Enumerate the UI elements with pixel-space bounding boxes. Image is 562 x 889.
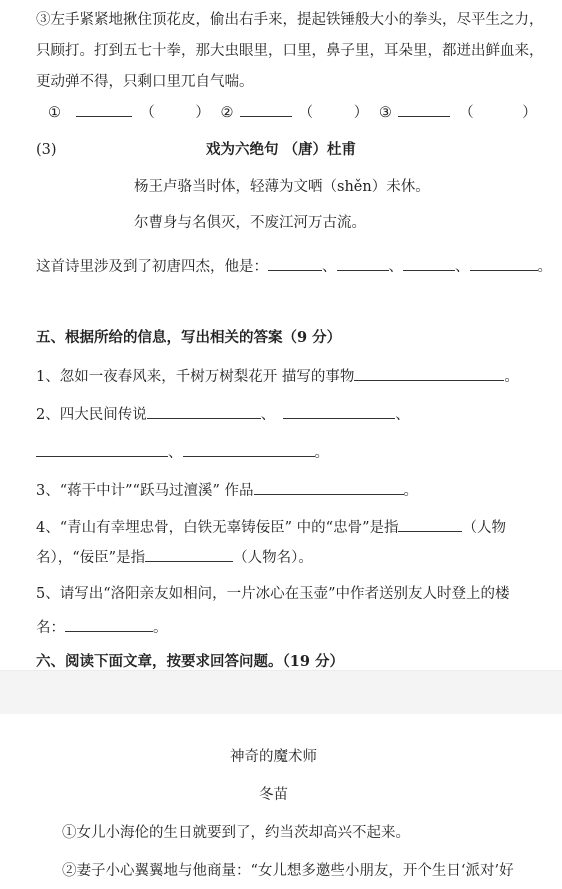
poem-question-end: 。	[537, 259, 552, 275]
question-2-blank-4[interactable]	[183, 442, 315, 457]
poem-title: 戏为六绝句 （唐）杜甫	[206, 141, 357, 158]
question-4-text-c: 名），“佞臣”是指	[36, 550, 146, 566]
question-4-blank-2[interactable]	[145, 547, 233, 562]
question-3-end: 。	[403, 483, 418, 499]
poet-blank-2[interactable]	[337, 256, 389, 271]
answer-blank-1[interactable]	[76, 102, 132, 117]
answer-paren-close-1: ）	[195, 105, 210, 121]
question-5: 5、请写出“洛阳亲友如相问，一片冰心在玉壶”中作者送别友人时登上的楼	[36, 586, 510, 602]
answer-blank-2[interactable]	[240, 102, 292, 117]
question-2-text: 2、四大民间传说	[36, 407, 147, 423]
passage-line-1: ③左手紧紧地揪住顶花皮，偷出右手来，提起铁锤般大小的拳头，尽平生之力，	[36, 12, 544, 28]
question-4-cont	[36, 547, 313, 567]
question-4-text: 4、“青山有幸埋忠骨，白铁无辜铸佞臣” 中的“忠骨”是指	[36, 520, 399, 536]
poem-question-text: 这首诗里涉及到了初唐四杰，他是：	[36, 259, 268, 275]
section-6-heading: 六、阅读下面文章，按要求回答问题。（19 分）	[36, 653, 344, 670]
question-4-blank-1[interactable]	[398, 517, 462, 532]
poem-number: (3)	[36, 142, 57, 158]
answer-number-3: ③	[378, 105, 392, 121]
question-5-end: 。	[153, 620, 168, 636]
answer-paren-open-2: （	[298, 105, 314, 121]
answer-paren-close-3: ）	[522, 105, 537, 121]
question-3-blank[interactable]	[254, 480, 404, 495]
answer-paren-open-1: （	[140, 105, 155, 121]
question-3-text: 3、“蒋干中计”“跃马过澶溪” 作品	[36, 483, 254, 499]
poem-sep-2: 、	[388, 259, 403, 275]
question-4-text-b: （人物	[462, 520, 506, 536]
poem-question	[36, 256, 552, 276]
article-title: 神奇的魔术师	[230, 749, 317, 765]
article-author: 冬苗	[259, 787, 288, 803]
page-separator	[0, 670, 562, 716]
question-4-text-d: （人物名）。	[233, 550, 313, 566]
article-paragraph-2: ②妻子小心翼翼地与他商量：“女儿想多邀些小朋友，开个生日‘派对’好	[62, 863, 514, 879]
poem-sep-3: 、	[455, 259, 470, 275]
answer-number-1: ①	[48, 105, 61, 121]
article-paragraph-1: ①女儿小海伦的生日就要到了，约当茨却高兴不起来。	[62, 825, 410, 841]
poet-blank-1[interactable]	[268, 256, 322, 271]
question-5-text-b: 名：	[36, 620, 65, 636]
question-2-sep-3: 、	[168, 445, 183, 461]
exam-page-2	[0, 714, 562, 889]
question-2-sep-2: 、	[395, 407, 410, 423]
question-5-cont	[36, 617, 168, 637]
question-2	[36, 404, 410, 424]
poet-blank-3[interactable]	[403, 256, 455, 271]
question-2-end: 。	[314, 445, 329, 461]
question-2-blank-1[interactable]	[147, 404, 261, 419]
question-2-cont	[36, 442, 329, 462]
question-1-end: 。	[504, 369, 519, 385]
question-2-sep-1: 、	[260, 407, 276, 423]
question-4	[36, 517, 506, 537]
question-2-blank-3[interactable]	[36, 442, 168, 457]
poem-line-2: 尔曹身与名俱灭，不废江河万古流。	[134, 215, 366, 231]
answer-blank-3[interactable]	[398, 102, 450, 117]
question-5-blank[interactable]	[65, 617, 153, 632]
question-2-blank-2[interactable]	[283, 404, 395, 419]
passage-line-3: 更动弹不得，只剩口里兀自气喘。	[36, 74, 254, 90]
question-1	[36, 366, 519, 386]
answer-row	[48, 102, 537, 122]
answer-paren-close-2: ）	[353, 105, 369, 121]
passage-line-2: 只顾打。打到五七十拳，那大虫眼里，口里，鼻子里，耳朵里，都迸出鲜血来，	[36, 43, 544, 59]
poem-line-1: 杨王卢骆当时体，轻薄为文哂（shěn）未休。	[134, 179, 430, 195]
question-3	[36, 480, 418, 500]
answer-paren-open-3: （	[459, 105, 474, 121]
question-1-text: 1、忽如一夜春风来，千树万树梨花开 描写的事物	[36, 369, 355, 385]
section-5-heading: 五、根据所给的信息，写出相关的答案（9 分）	[36, 329, 342, 346]
poet-blank-4[interactable]	[470, 256, 538, 271]
question-1-blank[interactable]	[354, 366, 504, 381]
poem-sep-1: 、	[322, 259, 337, 275]
answer-number-2: ②	[220, 105, 234, 121]
